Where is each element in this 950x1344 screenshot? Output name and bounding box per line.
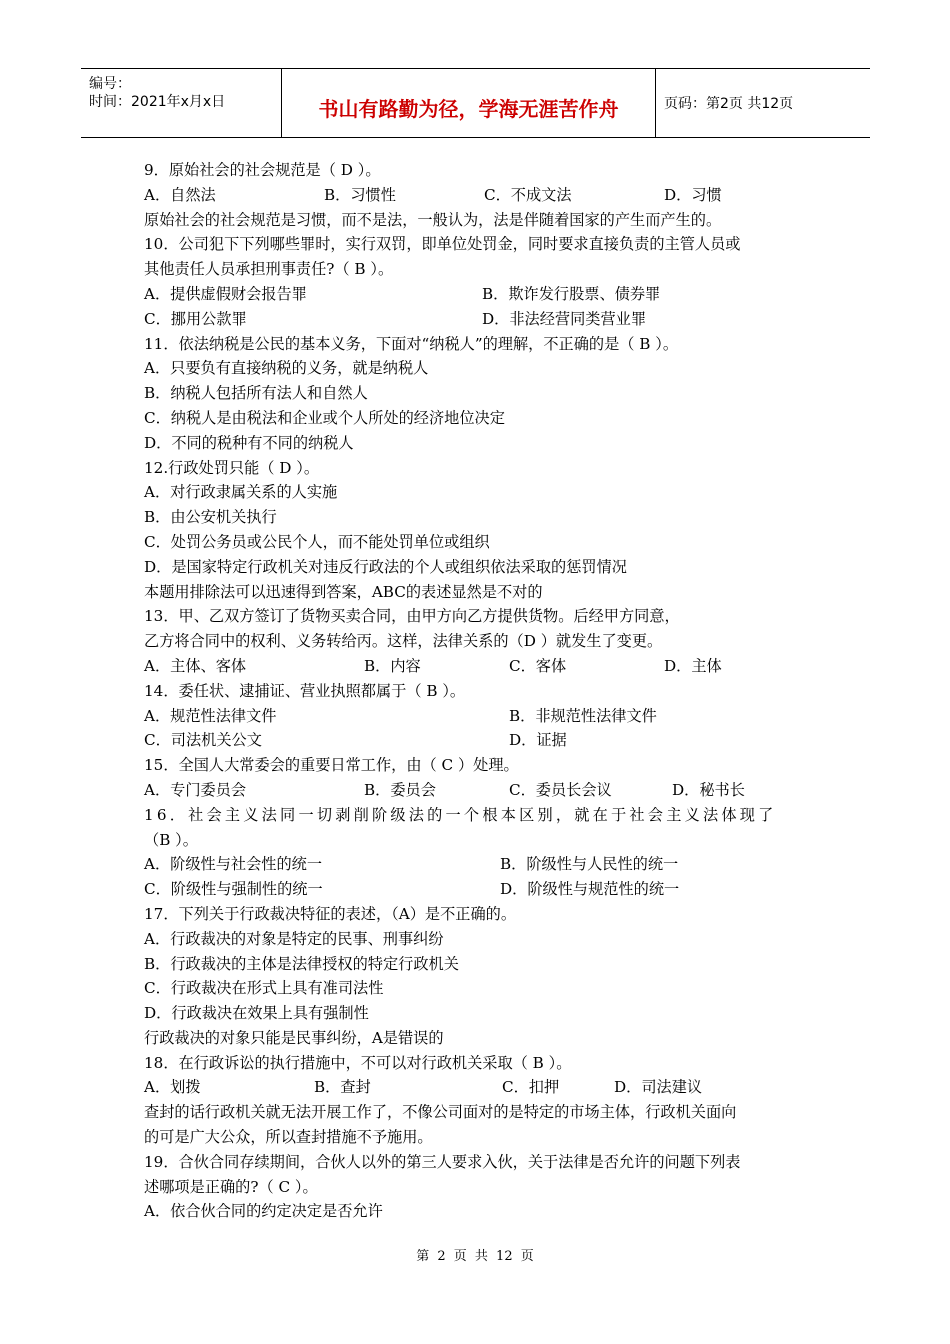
text-line: 乙方将合同中的权利、义务转给丙。这样，法律关系的（D ）就发生了变更。 [144,632,663,651]
option-text: A．自然法 [144,185,216,204]
option-text: C．司法机关公文 [144,731,262,750]
text-line: B．行政裁决的主体是法律授权的特定行政机关 [144,954,459,973]
text-line: 16．社会主义法同一切剥削阶级法的一个根本区别，就在于社会主义法体现了 [144,805,777,824]
option-text: D．习惯 [664,185,722,204]
text-line: A．对行政隶属关系的人实施 [144,483,338,502]
text-line: 10．公司犯下下列哪些罪时，实行双罚，即单位处罚金，同时要求直接负责的主管人员或 [144,235,741,254]
date-label: 时间：2021年x月x日 [89,94,226,110]
text-line: （B ）。 [144,830,198,849]
text-line: 17．下列关于行政裁决特征的表述，（A）是不正确的。 [144,904,517,923]
option-text: B．查封 [314,1078,371,1097]
option-text: D．主体 [664,656,722,675]
text-line: A．依合伙合同的约定决定是否允许 [144,1202,383,1221]
option-row [144,877,814,902]
header-left-cell [81,69,282,137]
text-line: 本题用排除法可以迅速得到答案，ABC的表述显然是不对的 [144,582,543,601]
text-line: C．行政裁决在形式上具有准司法性 [144,979,384,998]
text-line: D．不同的税种有不同的纳税人 [144,433,354,452]
text-line: B．纳税人包括所有法人和自然人 [144,384,368,403]
option-text: A．划拨 [144,1078,201,1097]
text-line: A．只要负有直接纳税的义务，就是纳税人 [144,359,429,378]
option-text: D．非法经营同类营业罪 [482,309,647,328]
option-row [144,307,814,332]
option-text: D．司法建议 [614,1078,703,1097]
option-text: C．委员长会议 [509,780,612,799]
option-row [144,852,814,877]
option-text: B．阶级性与人民性的统一 [500,855,679,874]
text-line: 其他责任人员承担刑事责任?（ B ）。 [144,260,394,279]
text-line: 的可是广大公众，所以查封措施不予施用。 [144,1128,433,1147]
option-text: C．扣押 [502,1078,560,1097]
option-row [144,1075,814,1100]
page-number-label: 页码：第2页 共12页 [664,96,794,112]
option-text: A．规范性法律文件 [144,706,277,725]
option-text: B．委员会 [364,780,436,799]
option-row [144,704,814,729]
text-line: 述哪项是正确的?（ C ）。 [144,1177,318,1196]
option-text: A．专门委员会 [144,780,247,799]
text-line: D．是国家特定行政机关对违反行政法的个人或组织依法采取的惩罚情况 [144,557,627,576]
option-text: A．阶级性与社会性的统一 [144,855,323,874]
text-line: 11．依法纳税是公民的基本义务，下面对“纳税人”的理解，不正确的是（ B ）。 [144,334,679,353]
text-line: D．行政裁决在效果上具有强制性 [144,1004,369,1023]
option-text: C．不成文法 [484,185,572,204]
text-line: C．纳税人是由税法和企业或个人所处的经济地位决定 [144,408,505,427]
option-row [144,183,814,208]
motto-text: 书山有路勤为径，学海无涯苦作舟 [318,97,619,121]
text-line: 14．委任状、逮捕证、营业执照都属于（ B ）。 [144,681,466,700]
header-right-cell [656,69,870,137]
option-text: C．挪用公款罪 [144,309,247,328]
text-line: B．由公安机关执行 [144,508,277,527]
text-line: 9．原始社会的社会规范是（ D ）。 [144,161,381,179]
option-text: C．客体 [509,656,567,675]
question-content [144,158,814,1224]
option-text: A．主体、客体 [144,656,247,675]
option-text: B．非规范性法律文件 [509,706,657,725]
text-line: 原始社会的社会规范是习惯，而不是法，一般认为，法是伴随着国家的产生而产生的。 [144,210,722,229]
option-text: B．欺诈发行股票、债券罪 [482,284,661,303]
option-row [144,728,814,753]
header-motto-cell [282,69,656,137]
text-line: 15．全国人大常委会的重要日常工作，由（ C ）处理。 [144,756,519,775]
text-line: 18．在行政诉讼的执行措施中，不可以对行政机关采取（ B ）。 [144,1053,572,1072]
page-header [81,68,870,138]
text-line: 查封的话行政机关就无法开展工作了，不像公司面对的是特定的市场主体，行政机关面向 [144,1103,737,1122]
option-text: D．秘书长 [672,780,745,799]
option-row [144,282,814,307]
text-line: A．行政裁决的对象是特定的民事、刑事纠纷 [144,929,444,948]
option-row [144,778,814,803]
option-text: D．证据 [509,731,567,750]
text-line: 13．甲、乙双方签订了货物买卖合同，由甲方向乙方提供货物。后经甲方同意， [144,607,680,626]
text-line: C．处罚公务员或公民个人，而不能处罚单位或组织 [144,532,490,551]
option-text: B．内容 [364,656,421,675]
document-number-label: 编号： [89,76,131,92]
option-text: D．阶级性与规范性的统一 [500,880,680,899]
page-footer: 第 2 页 共 12 页 [416,1249,534,1264]
option-row [144,654,814,679]
text-line: 行政裁决的对象只能是民事纠纷，A是错误的 [144,1028,444,1047]
text-line: 19．合伙合同存续期间，合伙人以外的第三人要求入伙，关于法律是否允许的问题下列表 [144,1152,741,1171]
option-text: B．习惯性 [324,185,396,204]
text-line: 12.行政处罚只能（ D ）。 [144,458,320,477]
option-text: A．提供虚假财会报告罪 [144,284,307,303]
option-text: C．阶级性与强制性的统一 [144,880,323,899]
